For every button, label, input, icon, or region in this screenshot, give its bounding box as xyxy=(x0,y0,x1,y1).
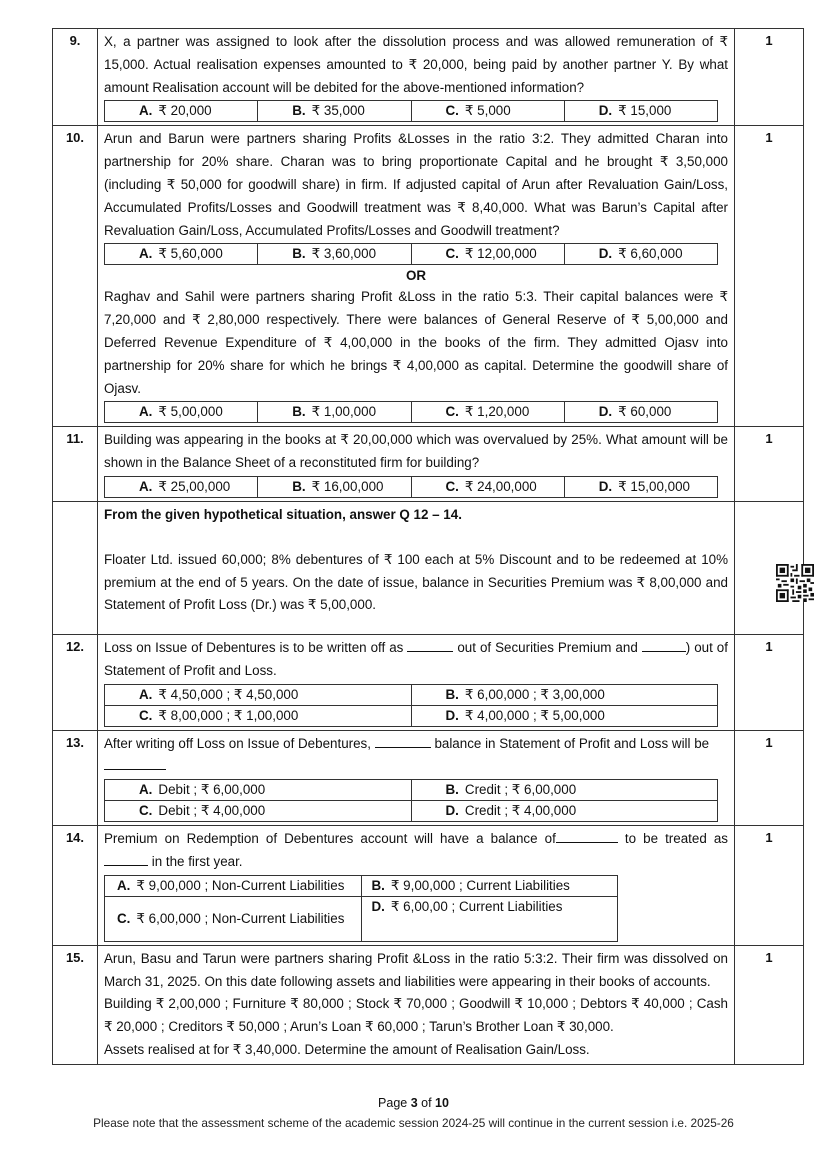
question-text: X, a partner was assigned to look after the dissolution process and was allowed remuneration of ₹ 15,000. Actual realisation expenses amounted to ₹ 20,000, being paid by another partner Y. By what amount Realisation account will be debited for the above-mentioned information? xyxy=(104,34,728,95)
option-c: C. ₹ 6,00,000 ; Non-Current Liabilities xyxy=(105,896,362,941)
question-marks: 1 xyxy=(735,945,804,1064)
question-marks: 1 xyxy=(735,427,804,502)
question-table xyxy=(52,28,804,1065)
question-text: Loss on Issue of Debentures is to be written off as out of Securities Premium and ) out of Statement of Profit and Loss. xyxy=(104,637,728,683)
question-sheet xyxy=(52,28,804,1065)
question-body xyxy=(98,29,735,126)
question-text: Building was appearing in the books at ₹ 20,00,000 which was overvalued by 25%. What amount will be shown in the Balance Sheet of a reconstituted firm for building? xyxy=(104,432,728,471)
question-text: Arun and Barun were partners sharing Profits &Losses in the ratio 3:2. They admitted Charan into partnership for 20% share. Charan was to bring proportionate Capital and he brought ₹ 3,50,000 (including ₹ 50,000 for goodwill share) in firm. If adjusted capital of Arun after Revaluation Gain/Loss, Accumulated Profits/Losses and Goodwill treatment was ₹ 8,40,000. What was Barun’s Capital after Revaluation Gain/Loss, Accumulated Profits/Losses and Goodwill treatment? xyxy=(104,131,728,238)
option-b: B. ₹ 3,60,000 xyxy=(258,244,411,265)
option-d: D. ₹ 60,000 xyxy=(564,402,717,423)
question-row-14 xyxy=(53,826,804,946)
question-text: Arun, Basu and Tarun were partners sharing Profit &Loss in the ratio 5:3:2. Their firm was dissolved on March 31, 2025. On this date following assets and liabilities were appearing in their books of accounts. xyxy=(104,950,728,989)
option-d: D. ₹ 15,00,000 xyxy=(564,476,717,497)
case-text: Floater Ltd. issued 60,000; 8% debentures of ₹ 100 each at 5% Discount and to be redeemed at 10% premium at the end of 5 years. On the date of issue, balance in Securities Premium was ₹ 8,00,000 and Statement of Profit Loss (Dr.) was ₹ 5,00,000. xyxy=(104,551,728,613)
question-body xyxy=(98,126,735,427)
case-study-body xyxy=(98,501,735,634)
option-c: C. ₹ 1,20,000 xyxy=(411,402,564,423)
option-c: C. ₹ 5,000 xyxy=(411,101,564,122)
option-d: D. Credit ; ₹ 4,00,000 xyxy=(411,801,718,822)
question-number: 13. xyxy=(53,730,98,826)
option-a: A. ₹ 25,00,000 xyxy=(105,476,258,497)
question-row-10 xyxy=(53,126,804,427)
case-heading: From the given hypothetical situation, answer Q 12 – 14. xyxy=(104,506,462,522)
alternate-question-text: Raghav and Sahil were partners sharing Profit &Loss in the ratio 5:3. Their capital balances were ₹ 7,20,000 and ₹ 2,80,000 respectively. There were balances of General Reserve of ₹ 5,00,000 and Deferred Revenue Expenditure of ₹ 4,00,000 in the books of the firm. They admitted Ojasv into partnership for 20% share for which he brings ₹ 4,00,000 as capital. Determine the goodwill share of Ojasv. xyxy=(104,289,728,396)
question-row-9 xyxy=(53,29,804,126)
question-body xyxy=(98,730,735,826)
footer-note: Please note that the assessment scheme of the academic session 2024-25 will continue in the current session i.e. 2025-26 xyxy=(93,1116,734,1130)
option-b: B. ₹ 16,00,000 xyxy=(258,476,411,497)
options-table xyxy=(104,779,718,822)
option-a: A. Debit ; ₹ 6,00,000 xyxy=(105,780,412,801)
question-body xyxy=(98,427,735,502)
or-separator: OR xyxy=(405,268,427,284)
option-b: B. ₹ 6,00,000 ; ₹ 3,00,000 xyxy=(411,684,718,705)
option-c: C. ₹ 24,00,000 xyxy=(411,476,564,497)
question-row-11 xyxy=(53,427,804,502)
question-body xyxy=(98,634,735,730)
option-d: D. ₹ 6,60,000 xyxy=(564,244,717,265)
option-c: C. ₹ 8,00,000 ; ₹ 1,00,000 xyxy=(105,705,412,726)
option-c: C. ₹ 12,00,000 xyxy=(411,244,564,265)
question-text-assets: Building ₹ 2,00,000 ; Furniture ₹ 80,000 ; Stock ₹ 70,000 ; Goodwill ₹ 10,000 ; Debtors ₹ 40,000 ; Cash ₹ 20,000 ; Creditors ₹ 50,000 ; Arun’s Loan ₹ 60,000 ; Tarun’s Brother Loan ₹ 30,000. xyxy=(104,996,728,1035)
case-study-row xyxy=(53,501,804,634)
option-a: A. ₹ 20,000 xyxy=(105,101,258,122)
question-marks: 1 xyxy=(735,826,804,946)
option-d: D. ₹ 4,00,000 ; ₹ 5,00,000 xyxy=(411,705,718,726)
question-body xyxy=(98,945,735,1064)
option-a: A. ₹ 5,00,000 xyxy=(105,402,258,423)
question-row-12 xyxy=(53,634,804,730)
option-b: B. Credit ; ₹ 6,00,000 xyxy=(411,780,718,801)
option-b: B. ₹ 35,000 xyxy=(258,101,411,122)
option-a: A. ₹ 5,60,000 xyxy=(105,244,258,265)
options-table xyxy=(104,476,718,498)
option-c: C. Debit ; ₹ 4,00,000 xyxy=(105,801,412,822)
question-marks: 1 xyxy=(735,730,804,826)
question-number: 9. xyxy=(53,29,98,126)
question-text-realisation: Assets realised at for ₹ 3,40,000. Determine the amount of Realisation Gain/Loss. xyxy=(104,1041,590,1057)
option-d: D. ₹ 15,000 xyxy=(564,101,717,122)
page-number: Page 3 of 10 xyxy=(378,1096,449,1110)
question-number: 11. xyxy=(53,427,98,502)
options-table xyxy=(104,684,718,727)
option-d: D. ₹ 6,00,00 ; Current Liabilities xyxy=(361,896,618,941)
question-number: 14. xyxy=(53,826,98,946)
option-a: A. ₹ 4,50,000 ; ₹ 4,50,000 xyxy=(105,684,412,705)
question-text: After writing off Loss on Issue of Debentures, balance in Statement of Profit and Loss will be xyxy=(104,733,728,779)
question-number: 12. xyxy=(53,634,98,730)
question-number: 10. xyxy=(53,126,98,427)
alternate-options-table xyxy=(104,401,718,423)
question-marks: 1 xyxy=(735,29,804,126)
question-number: 15. xyxy=(53,945,98,1064)
option-a: A. ₹ 9,00,000 ; Non-Current Liabilities xyxy=(105,875,362,896)
options-table xyxy=(104,243,718,265)
options-table xyxy=(104,100,718,122)
question-marks: 1 xyxy=(735,634,804,730)
option-b: B. ₹ 1,00,000 xyxy=(258,402,411,423)
qr-code-icon xyxy=(776,564,814,602)
question-body xyxy=(98,826,735,946)
question-marks: 1 xyxy=(735,126,804,427)
question-row-13 xyxy=(53,730,804,826)
question-row-15 xyxy=(53,945,804,1064)
options-table xyxy=(104,875,618,942)
option-b: B. ₹ 9,00,000 ; Current Liabilities xyxy=(361,875,618,896)
question-text: Premium on Redemption of Debentures account will have a balance of to be treated as in the first year. xyxy=(104,828,728,874)
